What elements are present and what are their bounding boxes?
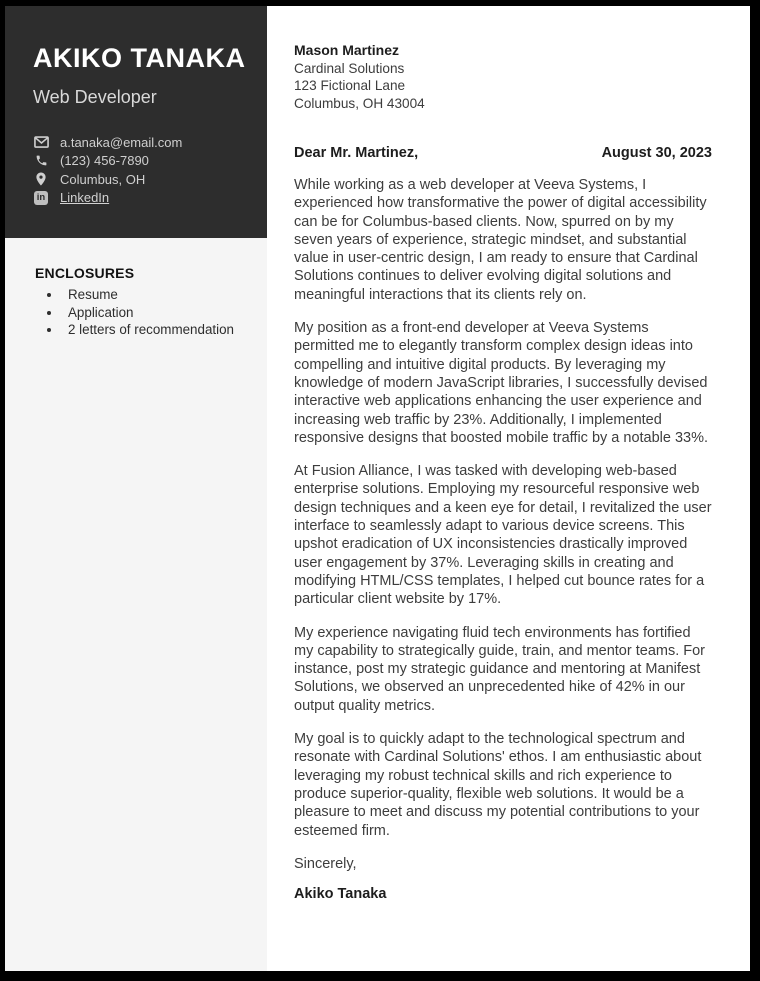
enclosure-item: • Application: [62, 304, 253, 322]
phone-text: (123) 456-7890: [60, 153, 149, 169]
linkedin-icon: in: [33, 191, 49, 205]
letter-page: [5, 6, 750, 971]
enclosure-item: • 2 letters of recommendation: [62, 321, 253, 339]
letter-body: [267, 6, 750, 971]
enclosures-section: [5, 238, 267, 339]
location-icon: [33, 172, 49, 186]
contact-row-email: [33, 133, 249, 152]
contact-row-location: [33, 170, 249, 189]
letter-paragraph: My position as a front-end developer at Veeva Systems permitted me to elegantly transform complex design ideas into compelling and intuitive digital products. By leveraging my knowledge of modern JavaScript libraries, I successfully devised interactive web applications enhancing the user experience and increasing web traffic by 23%. Additionally, I implemented responsive designs that boosted mobile traffic by a notable 33%.: [294, 320, 709, 446]
contact-row-linkedin: [33, 189, 249, 208]
enclosures-list: [35, 286, 253, 339]
sidebar: [5, 6, 267, 971]
closing: Sincerely,: [294, 855, 357, 872]
recipient-block: [294, 42, 712, 112]
enclosures-heading: ENCLOSURES: [35, 265, 135, 281]
email-text: a.tanaka@email.com: [60, 134, 183, 150]
phone-icon: [33, 154, 49, 167]
letter-paragraph: While working as a web developer at Veeva Systems, I experienced how transformative the power of digital accessibility can be for Columbus-based clients. Now, spurred on by my seven years of experience, strategic mindset, and substantial value in user-centric design, I am ready to ensure that Cardinal Solutions continues to deliver evolving digital solutions and meaningful interactions that its clients rely on.: [294, 177, 707, 303]
sidebar-header: [5, 6, 267, 238]
letter-paragraph: My goal is to quickly adapt to the technological spectrum and resonate with Cardinal Solutions' ethos. I am enthusiastic about leveraging my robust technical skills and rich experience to produce superior-quality, flexible web solutions. It would be a pleasure to meet and discuss my potential contributions to your esteemed firm.: [294, 731, 702, 839]
letter-paragraph: My experience navigating fluid tech environments has fortified my capability to strategically guide, train, and mentor teams. For instance, post my strategic guidance and mentoring at Manifest Solutions, we observed an unprecedented hike of 42% in our output quality metrics.: [294, 624, 706, 714]
letter-date: August 30, 2023: [601, 145, 712, 161]
location-text: Columbus, OH: [60, 171, 146, 187]
contact-row-phone: [33, 152, 249, 171]
person-name: AKIKO TANAKA: [33, 43, 246, 73]
salutation: Dear Mr. Martinez,: [294, 145, 419, 161]
enclosure-item: • Resume: [62, 286, 253, 304]
salutation-row: [294, 145, 712, 161]
linkedin-link[interactable]: LinkedIn: [60, 190, 110, 206]
contact-list: [33, 133, 249, 207]
signature-name: Akiko Tanaka: [294, 886, 387, 903]
recipient-city: Columbus, OH 43004: [294, 95, 425, 111]
recipient-street: 123 Fictional Lane: [294, 78, 406, 93]
person-job-title: Web Developer: [33, 87, 157, 107]
recipient-company: Cardinal Solutions: [294, 60, 405, 76]
letter-paragraph: At Fusion Alliance, I was tasked with developing web-based enterprise solutions. Employing my resourceful responsive web design techniques and a keen eye for detail, I revitalized the user interface to seamlessly adapt to various device screens. This upshot eradication of UX inconsistencies drastically improved user engagement by 37%. Leveraging skills in creating and modifying HTML/CSS templates, I helped cut bounce rates for a particular client website by 17%.: [294, 463, 712, 608]
email-icon: [33, 136, 49, 148]
recipient-name: Mason Martinez: [294, 42, 400, 58]
